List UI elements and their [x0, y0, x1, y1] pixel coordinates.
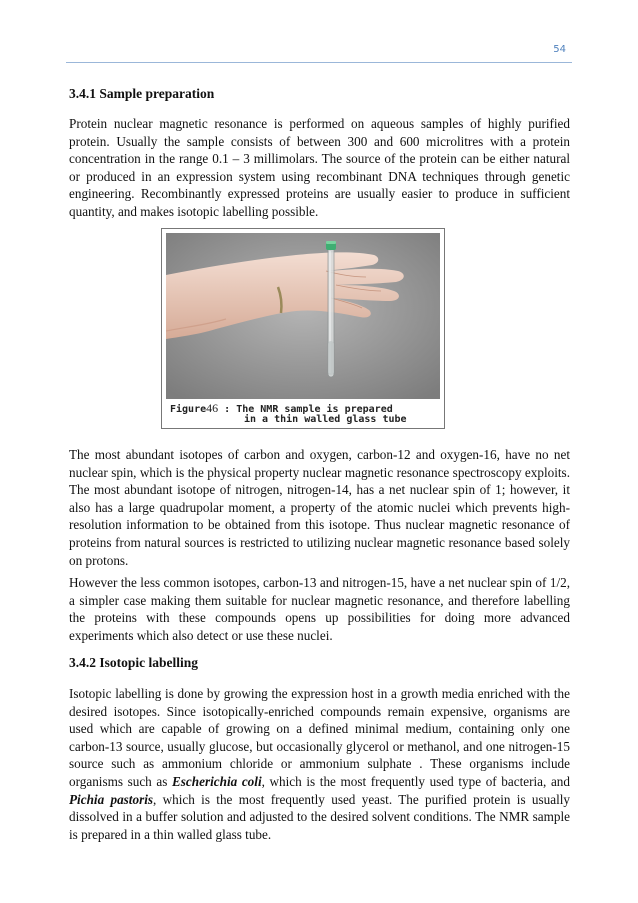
figure-caption-line1: : The NMR sample is prepared — [224, 404, 393, 415]
paragraph-less-common-isotopes: However the less common isotopes, carbon-13 and nitrogen-15, have a net nuclear spin of 1/2, a simpler case making them suitable for nuclear magnetic resonance, and therefore labelling the proteins with these compounds opens up possibilities for doing more advanced experiments which also detect or use these nuclei. — [69, 575, 570, 643]
page-number: 54 — [553, 44, 566, 55]
paragraph-isotopes: The most abundant isotopes of carbon and oxygen, carbon-12 and oxygen-16, have no net nuclear spin, which is the physical property nuclear magnetic resonance spectroscopy exploits. The most abundant isotope of nitrogen, nitrogen-14, has a net nuclear spin of 1; however, it also has a large quadrupolar moment, a property of the atomic nuclei which prevents high-resolution information to be obtained from this isotope. Thus nuclear magnetic resonance of proteins from natural sources is restricted to utilizing nuclear magnetic resonance based solely on protons. — [69, 447, 570, 568]
figure-caption-line2: in a thin walled glass tube — [244, 414, 407, 425]
labelling-text-part3: , which is the most frequently used yeast. The purified protein is usually dissolved in a buffer solution and adjusted to the desired solvent conditions. The NMR sample is prepared in a thin walled glass tube. — [69, 791, 570, 842]
organism-escherichia-coli: Escherichia coli — [172, 773, 262, 789]
section-heading-isotopic-labelling: 3.4.2 Isotopic labelling — [69, 655, 199, 670]
labelling-text-part1: Isotopic labelling is done by growing the expression host in a growth media enriched with the desired isotopes. Since isotopically-enriched compounds remain expensive, organisms are used which are capable of growing on a defined minimal medium, containing only one carbon-13 source, usually glucose, but occasionally glycerol or methanol, and one nitrogen-15 source such as ammonium chloride or ammonium sulphate . These organisms include organisms such as — [69, 686, 570, 789]
paragraph-sample-preparation: Protein nuclear magnetic resonance is performed on aqueous samples of highly purified protein. Usually the sample consists of between 300 and 600 microlitres with a protein concentration in the range 0.1 – 3 millimolars. The source of the protein can be either natural or produced in an expression system using recombinant DNA techniques through genetic engineering. Recombinantly expressed proteins are usually easier to produce in sufficient quantity, and makes isotopic labelling possible. — [69, 116, 570, 219]
paragraph-isotopic-labelling — [69, 685, 570, 843]
labelling-text-part2: , which is the most frequently used type of bacteria, and — [261, 773, 570, 789]
header-rule — [66, 62, 572, 63]
section-heading-sample-preparation: 3.4.1 Sample preparation — [69, 86, 215, 101]
figure-label: Figure — [170, 404, 207, 415]
figure-number: 46 — [206, 401, 219, 415]
organism-pichia-pastoris: Pichia pastoris — [69, 791, 153, 807]
nmr-sample-photo — [166, 233, 440, 399]
figure-nmr-sample — [161, 228, 445, 429]
